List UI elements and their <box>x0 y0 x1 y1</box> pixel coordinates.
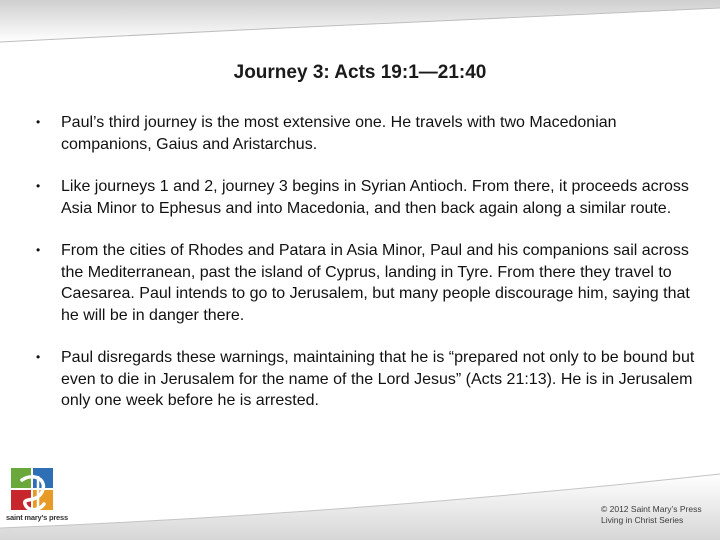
logo-wordmark: saint mary's press <box>6 513 68 522</box>
bullet-item <box>36 176 696 219</box>
bullet-marker: • <box>36 243 41 257</box>
copyright-line: © 2012 Saint Mary’s Press <box>601 504 702 514</box>
bullet-item <box>36 240 696 326</box>
bullet-item <box>36 112 696 155</box>
bullet-list <box>36 112 696 412</box>
copyright-notice <box>601 504 702 526</box>
bullet-text: Paul disregards these warnings, maintaining that he is “prepared not only to be bound but even to die in Jerusalem for the name of the Lord Jesus” (Acts 21:13). He is in Jerusalem only one week before he is arrested. <box>61 349 695 409</box>
series-line: Living in Christ Series <box>601 515 684 525</box>
bullet-marker: • <box>36 350 41 364</box>
slide-title: Journey 3: Acts 19:1—21:40 <box>233 62 487 83</box>
bullet-marker: • <box>36 115 41 129</box>
top-decorative-band <box>0 0 720 46</box>
bullet-marker: • <box>36 179 41 193</box>
bullet-item <box>36 347 696 412</box>
bullet-text: Like journeys 1 and 2, journey 3 begins in Syrian Antioch. From there, it proceeds across Asia Minor to Ephesus and into Macedonia, and then back again along a similar route. <box>61 178 689 217</box>
bullet-text: Paul’s third journey is the most extensive one. He travels with two Macedonian companions, Gaius and Aristarchus. <box>61 114 617 153</box>
bullet-text: From the cities of Rhodes and Patara in Asia Minor, Paul and his companions sail across the Mediterranean, past the island of Cyprus, landing in Tyre. From there they travel to Caesarea. Paul intends to go to Jerusalem, but many people discourage him, saying that he will be in danger there. <box>61 242 690 324</box>
